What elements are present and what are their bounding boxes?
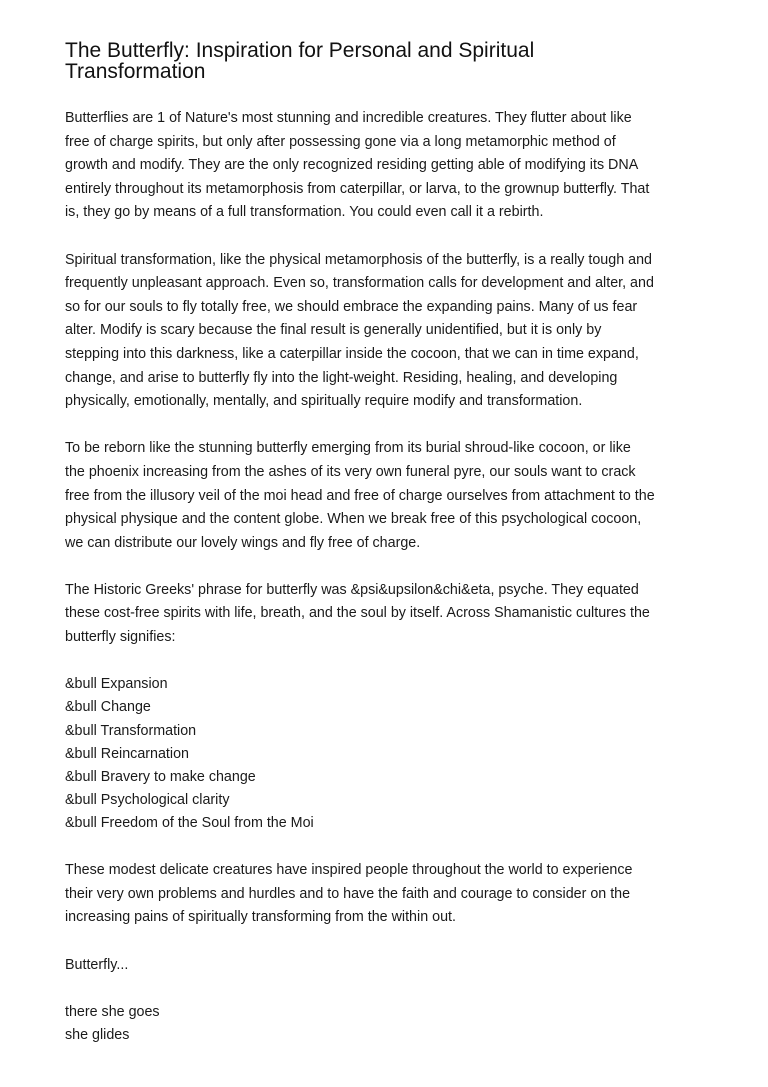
list-item: &bull Bravery to make change — [65, 769, 256, 786]
text-line: their very own problems and hurdles and to have the faith and courage to consider on the — [65, 885, 631, 902]
text-line: stepping into this darkness, like a caterpillar inside the cocoon, that we can in time expand, — [65, 345, 639, 362]
page-title — [65, 40, 715, 82]
paragraph-spiritual-transformation — [65, 249, 715, 414]
text-line: change, and arise to butterfly fly into the light-weight. Residing, healing, and developing — [65, 369, 618, 386]
text-line: Butterflies are 1 of Nature's most stunning and incredible creatures. They flutter about like — [65, 110, 632, 126]
paragraph-greeks — [65, 579, 715, 650]
text-line: These modest delicate creatures have inspired people throughout the world to experience — [65, 862, 633, 879]
text-line: free of charge spirits, but only after possessing gone via a long metamorphic method of — [65, 133, 616, 150]
text-line: Spiritual transformation, like the physical metamorphosis of the butterfly, is a really tough and — [65, 251, 652, 268]
text-line: To be reborn like the stunning butterfly emerging from its burial shroud-like cocoon, or like — [65, 440, 631, 457]
poem-line: she glides — [65, 1027, 130, 1044]
list-item: &bull Freedom of the Soul from the Moi — [65, 815, 314, 832]
text-line: we can distribute our lovely wings and fly free of charge. — [65, 534, 421, 551]
text-line: free from the illusory veil of the moi head and free of charge ourselves from attachment to the — [65, 487, 655, 504]
document-page — [65, 40, 715, 1048]
text-line: growth and modify. They are the only recognized residing getting able of modifying its DNA — [65, 157, 639, 174]
list-item: &bull Change — [65, 699, 151, 716]
butterfly-meanings-list — [65, 673, 715, 835]
poem-lines — [65, 1001, 715, 1048]
poem-heading: Butterfly... — [65, 956, 129, 973]
text-line: these cost-free spirits with life, breath, and the soul by itself. Across Shamanistic cultures the — [65, 605, 650, 622]
text-line: increasing pains of spiritually transforming from the within out. — [65, 909, 456, 926]
text-line: is, they go by means of a full transformation. You could even call it a rebirth. — [65, 204, 544, 221]
text-line: alter. Modify is scary because the final result is generally unidentified, but it is only by — [65, 322, 602, 339]
title-line-1: The Butterfly: Inspiration for Personal and Spiritual — [65, 39, 535, 62]
list-item: &bull Transformation — [65, 722, 197, 739]
text-line: butterfly signifies: — [65, 629, 176, 646]
poem-line: there she goes — [65, 1003, 160, 1020]
paragraph-intro — [65, 107, 715, 225]
text-line: the phoenix increasing from the ashes of its very own funeral pyre, our souls want to crack — [65, 463, 636, 480]
paragraph-closing — [65, 859, 715, 930]
text-line: The Historic Greeks' phrase for butterfly was &psi&upsilon&chi&eta, psyche. They equated — [65, 581, 639, 598]
paragraph-reborn — [65, 437, 715, 555]
title-line-2: Transformation — [65, 60, 206, 83]
text-line: physical physique and the content globe. When we break free of this psychological cocoon, — [65, 511, 642, 528]
list-item: &bull Psychological clarity — [65, 792, 230, 809]
text-line: physically, emotionally, mentally, and spiritually require modify and transformation. — [65, 393, 583, 410]
text-line: frequently unpleasant approach. Even so, transformation calls for development and alter, and — [65, 275, 654, 292]
list-item: &bull Reincarnation — [65, 745, 189, 762]
text-line: entirely throughout its metamorphosis from caterpillar, or larva, to the grownup butterfly. That — [65, 180, 650, 197]
text-line: so for our souls to fly totally free, we should embrace the expanding pains. Many of us fear — [65, 298, 638, 315]
list-item: &bull Expansion — [65, 676, 168, 693]
